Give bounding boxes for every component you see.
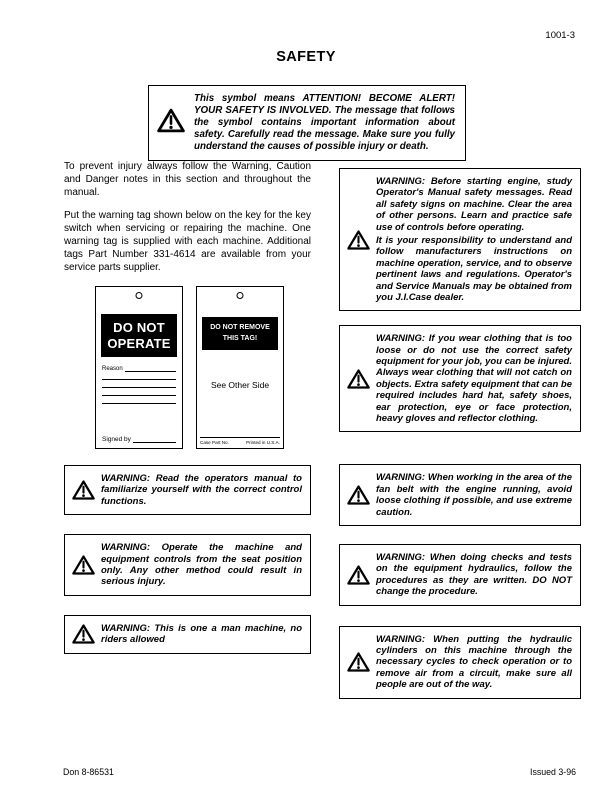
warning-triangle-icon bbox=[71, 555, 95, 575]
warning-box-checks-tests bbox=[339, 544, 581, 606]
signed-row bbox=[102, 436, 176, 443]
page-title: SAFETY bbox=[276, 49, 336, 65]
warning-triangle-icon bbox=[346, 652, 370, 672]
warning-text: WARNING: This is one a man machine, no riders allowed bbox=[101, 622, 302, 646]
signed-label: Signed by bbox=[102, 436, 131, 443]
warning-box-one-man-machine bbox=[64, 615, 311, 654]
warning-triangle-icon bbox=[157, 108, 185, 138]
tag-title-block bbox=[101, 314, 177, 357]
blank-line bbox=[102, 396, 176, 404]
warning-box-fan-belt bbox=[339, 464, 581, 526]
warning-box-hydraulic-cylinders bbox=[339, 626, 581, 699]
reason-row bbox=[102, 366, 176, 372]
tag-hole bbox=[237, 292, 244, 299]
warning-text: It is your responsibility to understand and follow manufacturers instructions on machine operation, service, and to observe pertinent laws and regulations. Operator's and Service Manuals may be obtained from you J.I.Case dealer. bbox=[376, 234, 572, 303]
warning-tags bbox=[95, 286, 311, 449]
warning-triangle-icon bbox=[346, 369, 370, 389]
blank-rule bbox=[133, 442, 176, 443]
blank-line bbox=[102, 388, 176, 396]
blank-line bbox=[102, 380, 176, 388]
warning-box-before-starting bbox=[339, 168, 581, 311]
tag-title-line1: DO NOT REMOVE bbox=[210, 324, 270, 331]
warning-box-clothing bbox=[339, 325, 581, 432]
warning-triangle-icon bbox=[346, 485, 370, 505]
warning-box-seat-position bbox=[64, 534, 311, 596]
issued-date: Issued 3-96 bbox=[530, 767, 576, 777]
do-not-remove-tag bbox=[196, 286, 284, 449]
do-not-operate-tag bbox=[95, 286, 183, 449]
intro-paragraph-2: Put the warning tag shown below on the key for the key switch when servicing or repairing the machine. One warning tag is supplied with each machine. Additional tags Part Number 331-4614 are available from your service parts supplier. bbox=[64, 210, 311, 273]
warning-text: WARNING: Before starting engine, study Operator's Manual safety messages. Read all safety signs on machine. Clear the area of other persons. Learn and practice safe use of controls before operating. bbox=[376, 176, 572, 233]
tag-title-block bbox=[202, 317, 278, 350]
warning-text: WARNING: When doing checks and tests on the equipment hydraulics, follow the procedures as they are written. DO NOT change the procedure. bbox=[376, 551, 572, 598]
warning-text: WARNING: When putting the hydraulic cylinders on this machine through the necessary cycles to check operation or to remove air from a circuit, make sure all people are out of the way. bbox=[376, 633, 572, 691]
blank-line bbox=[102, 372, 176, 380]
tag-printed-in: Printed in U.S.A. bbox=[246, 440, 280, 445]
tag-part-no: Case Part No. bbox=[200, 440, 229, 445]
warning-text: WARNING: When working in the area of the fan belt with the engine running, avoid loose clothing if possible, and use extreme caution. bbox=[376, 472, 572, 518]
tag-footer bbox=[200, 437, 280, 445]
warning-text-group bbox=[376, 176, 572, 303]
left-column bbox=[64, 160, 311, 654]
tag-hole bbox=[136, 292, 143, 299]
warning-triangle-icon bbox=[71, 624, 95, 644]
warning-triangle-icon bbox=[346, 565, 370, 585]
warning-box-read-manual bbox=[64, 465, 311, 515]
right-column bbox=[339, 168, 581, 699]
blank-rule bbox=[125, 371, 176, 372]
warning-triangle-icon bbox=[71, 480, 95, 500]
attention-box bbox=[148, 85, 466, 161]
warning-text: WARNING: If you wear clothing that is too loose or do not use the correct safety equipment for your job, you can be injured. Always wear clothing that will not catch on objects. Extra safety equipment that can be required includes hard hat, safety shoes, ear protection, eye or face protection, heavy gloves and reflector clothing. bbox=[376, 333, 572, 425]
warning-text: WARNING: Operate the machine and equipment controls from the seat position only. Any other method could result in serious injury. bbox=[101, 542, 302, 588]
tag-title-line2: OPERATE bbox=[107, 335, 171, 351]
tag-title-line1: DO NOT bbox=[113, 320, 165, 335]
warning-text: WARNING: Read the operators manual to familiarize yourself with the correct control functions. bbox=[101, 473, 302, 507]
attention-text: This symbol means ATTENTION! BECOME ALERT! YOUR SAFETY IS INVOLVED. The message that follows the symbol contains important information about safety. Carefully read the message. Make sure you fully understand the causes of possible injury or death. bbox=[194, 93, 455, 152]
intro-paragraph-1: To prevent injury always follow the Warning, Caution and Danger notes in this section and throughout the manual. bbox=[64, 161, 311, 198]
reason-label: Reason bbox=[102, 366, 123, 373]
see-other-side-text: See Other Side bbox=[210, 380, 270, 390]
tag-title-line2: THIS TAG! bbox=[222, 334, 258, 342]
warning-triangle-icon bbox=[346, 230, 370, 250]
page-number: 1001-3 bbox=[545, 30, 575, 41]
document-code: Don 8-86531 bbox=[63, 767, 114, 777]
